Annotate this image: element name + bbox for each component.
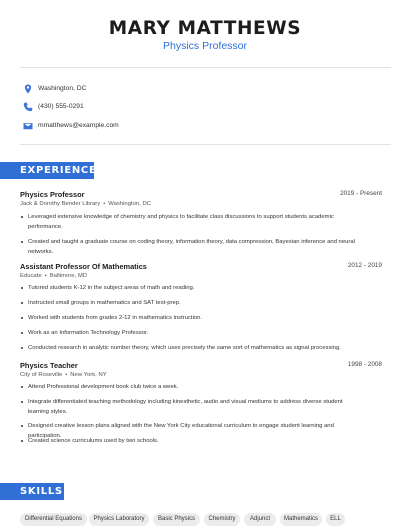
skill-chip: Adjunct — [244, 513, 276, 526]
bullet-text: Conducted research in analytic number theory, which uses precisely the same sort of mathematics as signal processing. — [28, 345, 341, 351]
skills-list — [20, 513, 400, 527]
bullet-text: Created and taught a graduate course on coding theory, information theory, data compression, Bayesian inference and neural networks. — [28, 239, 355, 255]
job-title: Physics Teacher — [20, 361, 78, 370]
contact-location-text: Washington, DC — [38, 85, 87, 92]
job-dates: 2012 - 2019 — [347, 262, 382, 269]
contact-location — [20, 82, 390, 96]
contact-phone-text: (430) 555-0291 — [38, 103, 84, 110]
job-employer-line: Educate • Baltimore, MD — [20, 273, 88, 279]
job-location: Washington, DC — [108, 201, 151, 207]
job-title: Physics Professor — [20, 190, 85, 199]
skill-chip: Mathematics — [280, 513, 322, 526]
bullet-text: Attend Professional development book club twice a week. — [28, 384, 179, 390]
job-employer: Jack & Dorothy Bender Library — [20, 201, 101, 207]
job-employer-line: Jack & Dorothy Bender Library • Washington, DC — [20, 201, 151, 207]
bullet-text: Leveraged extensive knowledge of chemistry and physics to facilitate class discussions to support students academic performance. — [28, 214, 334, 230]
job-dates: 1998 - 2008 — [347, 361, 382, 368]
skill-chip: Differential Equations — [20, 513, 87, 526]
bullet-text: Instructed small groups in mathematics and SAT test-prep. — [28, 300, 181, 306]
bullet-text: Designed creative lesson plans aligned with the New York City educational curriculum to engage student learning and participation. — [28, 423, 334, 439]
section-experience-header: EXPERIENCE — [0, 162, 94, 179]
bullet-text: Worked with students from grades 2-12 in mathematics instruction. — [28, 315, 203, 321]
job-employer: Educate — [20, 273, 42, 279]
email-icon — [22, 120, 34, 132]
job-title-headline: Physics Professor — [162, 40, 248, 52]
bullet-text: Integrate differentiated teaching methodology including kinesthetic, audio and visual mediums to address diverse student learning styles. — [28, 399, 343, 415]
bullet-text: Created science curriculums used by two schools. — [28, 438, 159, 444]
contact-email — [20, 119, 390, 133]
section-skills-header: SKILLS — [0, 483, 64, 500]
job-employer-line: City of Roseville • New York, NY — [20, 372, 107, 378]
contact-email-text: mmatthews@example.com — [38, 122, 119, 129]
bullet-text: Work as an Information Technology Professor. — [28, 330, 149, 336]
skill-chip: Basic Physics — [153, 513, 200, 526]
skill-chip: Physics Laboratory — [89, 513, 149, 526]
phone-icon — [22, 101, 34, 113]
contact-phone — [20, 100, 390, 114]
bullet-text: Tutored students K-12 in the subject areas of math and reading. — [28, 285, 195, 291]
skill-chip: ELL — [326, 513, 345, 526]
job-location: Baltimore, MD — [49, 273, 88, 279]
divider — [20, 144, 391, 145]
job-employer: City of Roseville — [20, 372, 63, 378]
location-pin-icon — [22, 83, 34, 95]
divider — [20, 67, 391, 68]
skill-chip: Chemistry — [204, 513, 240, 526]
job-dates: 2019 - Present — [340, 190, 382, 197]
job-title: Assistant Professor Of Mathematics — [20, 262, 147, 271]
candidate-name: MARY MATTHEWS — [108, 18, 302, 39]
job-location: New York, NY — [70, 372, 107, 378]
